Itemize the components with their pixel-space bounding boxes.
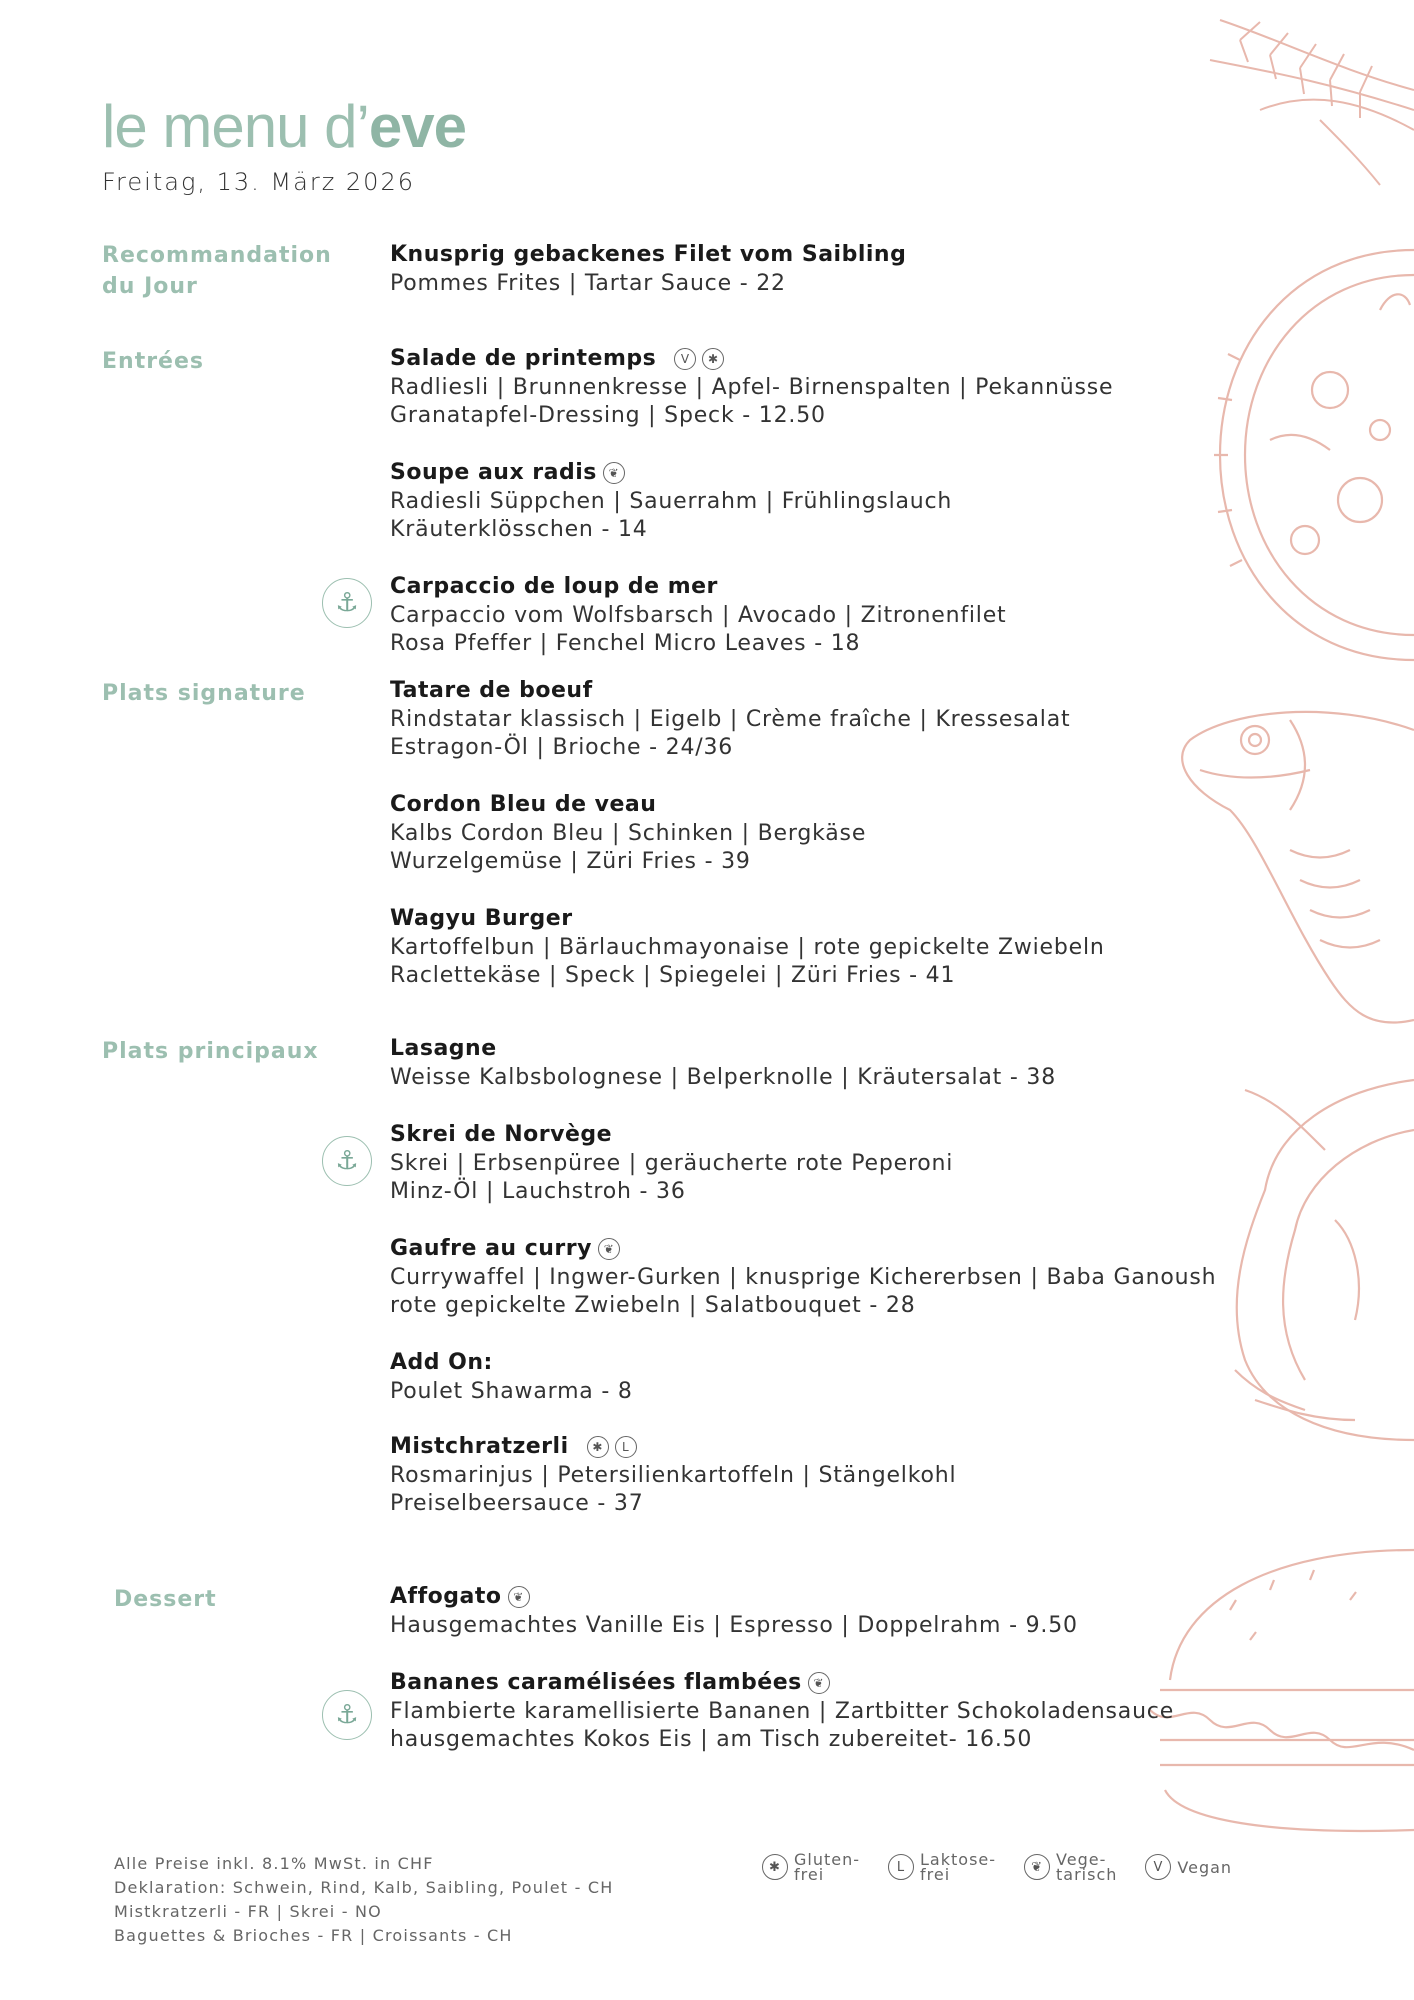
dish-tatare bbox=[390, 676, 1070, 762]
legend-label: Laktose- frei bbox=[920, 1850, 997, 1884]
dish-carpaccio bbox=[390, 572, 1006, 658]
lactose-free-icon: L bbox=[888, 1854, 914, 1880]
dish-description: Rindstatar klassisch | Eigelb | Crème fraîche | Kressesalat bbox=[390, 707, 1071, 732]
dish-name: Knusprig gebackenes Filet vom Saibling bbox=[390, 242, 907, 267]
dish-name: Skrei de Norvège bbox=[390, 1122, 613, 1147]
dish-description: Hausgemachtes Vanille Eis | Espresso | Doppelrahm - 9.50 bbox=[390, 1613, 1078, 1638]
footer-notes bbox=[114, 1852, 613, 1948]
dish-name: Tatare de boeuf bbox=[390, 678, 593, 703]
dish-name bbox=[390, 1432, 956, 1462]
legend-vegetarian bbox=[1024, 1852, 1117, 1882]
legend-label: Gluten- frei bbox=[794, 1850, 861, 1884]
dish-description: Skrei | Erbsenpüree | geräucherte rote Peperoni bbox=[390, 1151, 954, 1176]
dish-name-text: Salade de printemps bbox=[390, 346, 657, 371]
dish-lasagne bbox=[390, 1034, 1056, 1092]
dish-skrei bbox=[390, 1120, 953, 1206]
section-plats-signature: Plats signature bbox=[102, 681, 306, 706]
dish-description: Kräuterklösschen - 14 bbox=[390, 517, 648, 542]
title-bold: eve bbox=[368, 93, 466, 160]
legend-gluten-free bbox=[762, 1852, 860, 1882]
dish-name-text: Soupe aux radis bbox=[390, 460, 597, 485]
dish-name-text: Gaufre au curry bbox=[390, 1236, 592, 1261]
anchor-icon: ⚓ bbox=[322, 578, 372, 628]
dish-soupe bbox=[390, 458, 952, 544]
dish-add-on bbox=[390, 1348, 633, 1406]
dish-name: Add On: bbox=[390, 1350, 493, 1375]
footer-line: Deklaration: Schwein, Rind, Kalb, Saibling, Poulet - CH bbox=[114, 1878, 614, 1897]
vegetarian-icon: ❦ bbox=[1024, 1854, 1050, 1880]
dish-name: Lasagne bbox=[390, 1036, 497, 1061]
oyster-illustration bbox=[1185, 1070, 1414, 1450]
tart-illustration bbox=[1210, 240, 1414, 670]
vegan-icon: V bbox=[1145, 1854, 1171, 1880]
section-recommendation bbox=[102, 240, 332, 302]
dish-cordon-bleu bbox=[390, 790, 866, 876]
anchor-icon: ⚓ bbox=[322, 1690, 372, 1740]
dish-description: Currywaffel | Ingwer-Gurken | knusprige Kichererbsen | Baba Ganoush bbox=[390, 1265, 1217, 1290]
dish-description: Poulet Shawarma - 8 bbox=[390, 1379, 633, 1404]
dish-name bbox=[390, 1234, 1216, 1264]
dish-name bbox=[390, 1582, 1078, 1612]
dish-name bbox=[390, 458, 952, 488]
vegetarian-icon: ❦ bbox=[808, 1672, 830, 1694]
dish-description: Estragon-Öl | Brioche - 24/36 bbox=[390, 735, 734, 760]
herb-illustration bbox=[1200, 0, 1414, 190]
dish-name: Cordon Bleu de veau bbox=[390, 792, 657, 817]
dish-description: Rosmarinjus | Petersilienkartoffeln | Stängelkohl bbox=[390, 1463, 957, 1488]
vegetarian-icon: ❦ bbox=[603, 462, 625, 484]
legend-label: Vege- tarisch bbox=[1056, 1850, 1118, 1884]
lactose-free-icon: L bbox=[615, 1436, 637, 1458]
gluten-free-icon: ✱ bbox=[762, 1854, 788, 1880]
dish-name-text: Bananes caramélisées flambées bbox=[390, 1670, 802, 1695]
gluten-free-icon: ✱ bbox=[587, 1436, 609, 1458]
dish-description: Radliesli | Brunnenkresse | Apfel- Birnenspalten | Pekannüsse bbox=[390, 375, 1114, 400]
footer-line: Alle Preise inkl. 8.1% MwSt. in CHF bbox=[114, 1854, 434, 1873]
section-plats-principaux: Plats principaux bbox=[102, 1039, 319, 1064]
footer-line: Baguettes & Brioches - FR | Croissants - CH bbox=[114, 1926, 513, 1945]
dish-name: Wagyu Burger bbox=[390, 906, 573, 931]
section-dessert: Dessert bbox=[114, 1587, 217, 1612]
dish-description: Wurzelgemüse | Züri Fries - 39 bbox=[390, 849, 751, 874]
dish-name-text: Mistchratzerli bbox=[390, 1434, 569, 1459]
section-recommendation-line1: Recommandation bbox=[102, 243, 332, 268]
allergen-legend bbox=[762, 1852, 1232, 1882]
dish-name-text: Affogato bbox=[390, 1584, 502, 1609]
section-recommendation-line2: du Jour bbox=[102, 274, 198, 299]
dish-description: rote gepickelte Zwiebeln | Salatbouquet - 28 bbox=[390, 1293, 916, 1318]
dish-name: Carpaccio de loup de mer bbox=[390, 574, 718, 599]
dish-saibling bbox=[390, 240, 906, 298]
dish-name bbox=[390, 344, 1113, 374]
dish-description: Weisse Kalbsbolognese | Belperknolle | Kräutersalat - 38 bbox=[390, 1065, 1057, 1090]
legend-vegan bbox=[1145, 1852, 1232, 1882]
dish-description: Minz-Öl | Lauchstroh - 36 bbox=[390, 1179, 686, 1204]
burger-illustration bbox=[1150, 1540, 1414, 1840]
menu-title bbox=[102, 92, 466, 161]
dish-description: Flambierte karamellisierte Bananen | Zartbitter Schokoladensauce bbox=[390, 1699, 1175, 1724]
dish-affogato bbox=[390, 1582, 1078, 1640]
dish-description: hausgemachtes Kokos Eis | am Tisch zubereitet- 16.50 bbox=[390, 1727, 1033, 1752]
dish-description: Pommes Frites | Tartar Sauce - 22 bbox=[390, 271, 786, 296]
vegetarian-icon: ❦ bbox=[598, 1238, 620, 1260]
dish-wagyu-burger bbox=[390, 904, 1105, 990]
dish-description: Granatapfel-Dressing | Speck - 12.50 bbox=[390, 403, 826, 428]
legend-label: Vegan bbox=[1177, 1857, 1233, 1877]
vegan-icon: V bbox=[674, 348, 696, 370]
legend-lactose-free bbox=[888, 1852, 996, 1882]
fish-illustration bbox=[1170, 700, 1414, 1030]
vegetarian-icon: ❦ bbox=[508, 1586, 530, 1608]
dish-bananes bbox=[390, 1668, 1174, 1754]
dish-mistchratzerli bbox=[390, 1432, 956, 1518]
title-light: le menu d’ bbox=[102, 93, 369, 160]
dish-gaufre bbox=[390, 1234, 1216, 1320]
dish-description: Preiselbeersauce - 37 bbox=[390, 1491, 644, 1516]
dish-description: Raclettekäse | Speck | Spiegelei | Züri Fries - 41 bbox=[390, 963, 956, 988]
dish-name bbox=[390, 1668, 1174, 1698]
footer-line: Mistkratzerli - FR | Skrei - NO bbox=[114, 1902, 382, 1921]
gluten-free-icon: ✱ bbox=[702, 348, 724, 370]
section-entrees: Entrées bbox=[102, 349, 204, 374]
dish-description: Rosa Pfeffer | Fenchel Micro Leaves - 18 bbox=[390, 631, 861, 656]
dish-description: Kartoffelbun | Bärlauchmayonaise | rote gepickelte Zwiebeln bbox=[390, 935, 1105, 960]
dish-description: Kalbs Cordon Bleu | Schinken | Bergkäse bbox=[390, 821, 867, 846]
dish-description: Radiesli Süppchen | Sauerrahm | Frühlingslauch bbox=[390, 489, 953, 514]
anchor-icon: ⚓ bbox=[322, 1136, 372, 1186]
dish-salade bbox=[390, 344, 1113, 430]
menu-date: Freitag, 13. März 2026 bbox=[102, 168, 415, 196]
dish-description: Carpaccio vom Wolfsbarsch | Avocado | Zitronenfilet bbox=[390, 603, 1007, 628]
